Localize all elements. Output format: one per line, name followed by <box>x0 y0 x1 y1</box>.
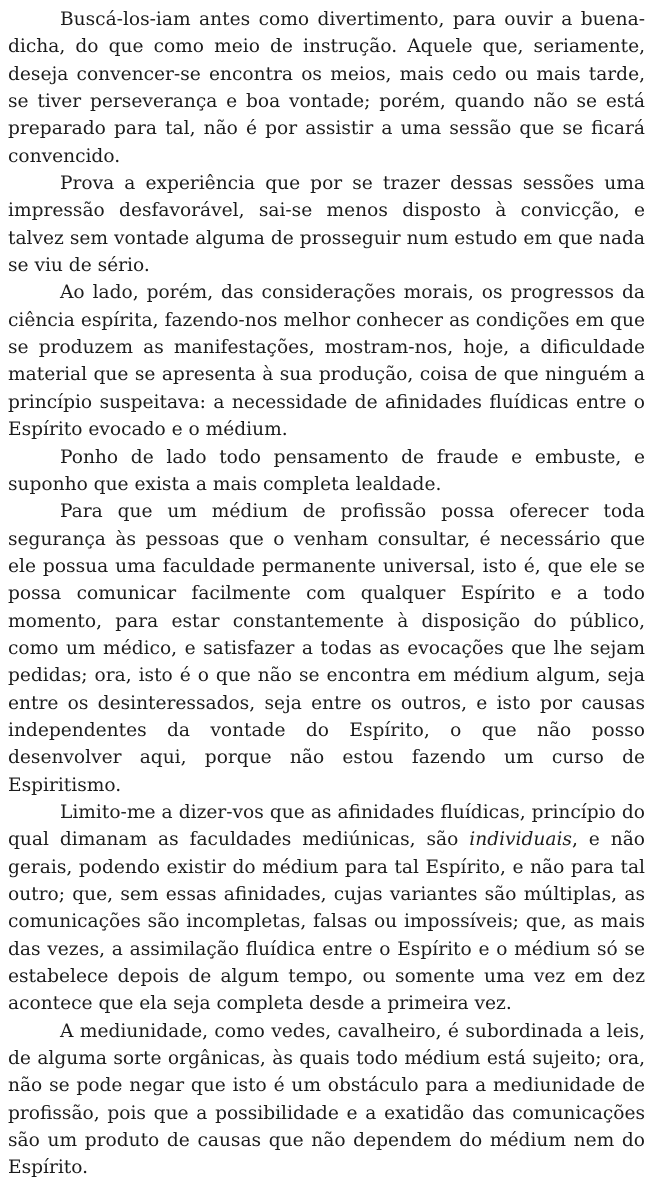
paragraph-6 <box>8 799 645 1018</box>
paragraph-5: Para que um médium de profissão possa oferecer toda segurança às pessoas que o venham consultar, é necessário que ele possua uma faculdade permanente universal, isto é, que ele se possa comunicar facilmente com qualquer Espírito e a todo momento, para estar constantemente à disposição do público, como um médico, e satisfazer a todas as evocações que lhe sejam pedidas; ora, isto é o que não se encontra em médium algum, seja entre os desinteressados, seja entre os outros, e isto por causas independentes da vontade do Espírito, o que não posso desenvolver aqui, porque não estou fazendo um curso de Espiritismo. <box>8 501 645 796</box>
paragraph-6-part-1: Limito-me a dizer-vos que as afinidades fluídicas, princípio do qual dimanam as faculdades mediúnicas, são <box>8 801 645 851</box>
paragraph-3: Ao lado, porém, das considerações morais, os progressos da ciência espírita, fazendo-nos melhor conhecer as condições em que se produzem as manifestações, mostram-nos, hoje, a dificuldade material que se apresenta à sua produção, coisa de que ninguém a princípio suspeitava: a necessidade de afinidades fluídicas entre o Espírito evocado e o médium. <box>8 282 645 441</box>
paragraph-1: Buscá-los-iam antes como divertimento, para ouvir a buena-dicha, do que como meio de instrução. Aquele que, seriamente, deseja convencer-se encontra os meios, mais cedo ou mais tarde, se tiver perseverança e boa vontade; porém, quando não se está preparado para tal, não é por assistir a uma sessão que se ficará convencido. <box>8 9 645 167</box>
paragraph-6-italic: individuais <box>469 829 572 851</box>
paragraph-2: Prova a experiência que por se trazer dessas sessões uma impressão desfavorável, sai-se menos disposto à convicção, e talvez sem vontade alguma de prosseguir num estudo em que nada se viu de sério. <box>8 173 645 277</box>
paragraph-4: Ponho de lado todo pensamento de fraude e embuste, e suponho que exista a mais completa lealdade. <box>8 446 645 495</box>
paragraph-7: A mediunidade, como vedes, cavalheiro, é subordinada a leis, de alguma sorte orgânicas, às quais todo médium está sujeito; ora, não se pode negar que isto é um obstáculo para a mediunidade de profissão, pois que a possibilidade e a exatidão das comunicações são um produto de causas que não dependem do médium nem do Espírito. <box>8 1020 645 1179</box>
paragraph-6-part-2: , e não gerais, podendo existir do médium para tal Espírito, e não para tal outro; que, sem essas afinidades, cujas variantes são múltiplas, as comunicações são incompletas, falsas ou impossíveis; que, as mais das vezes, a assimilação fluídica entre o Espírito e o médium só se estabelece depois de algum tempo, ou somente uma vez em dez acontece que ela seja completa desde a primeira vez. <box>8 829 645 1015</box>
